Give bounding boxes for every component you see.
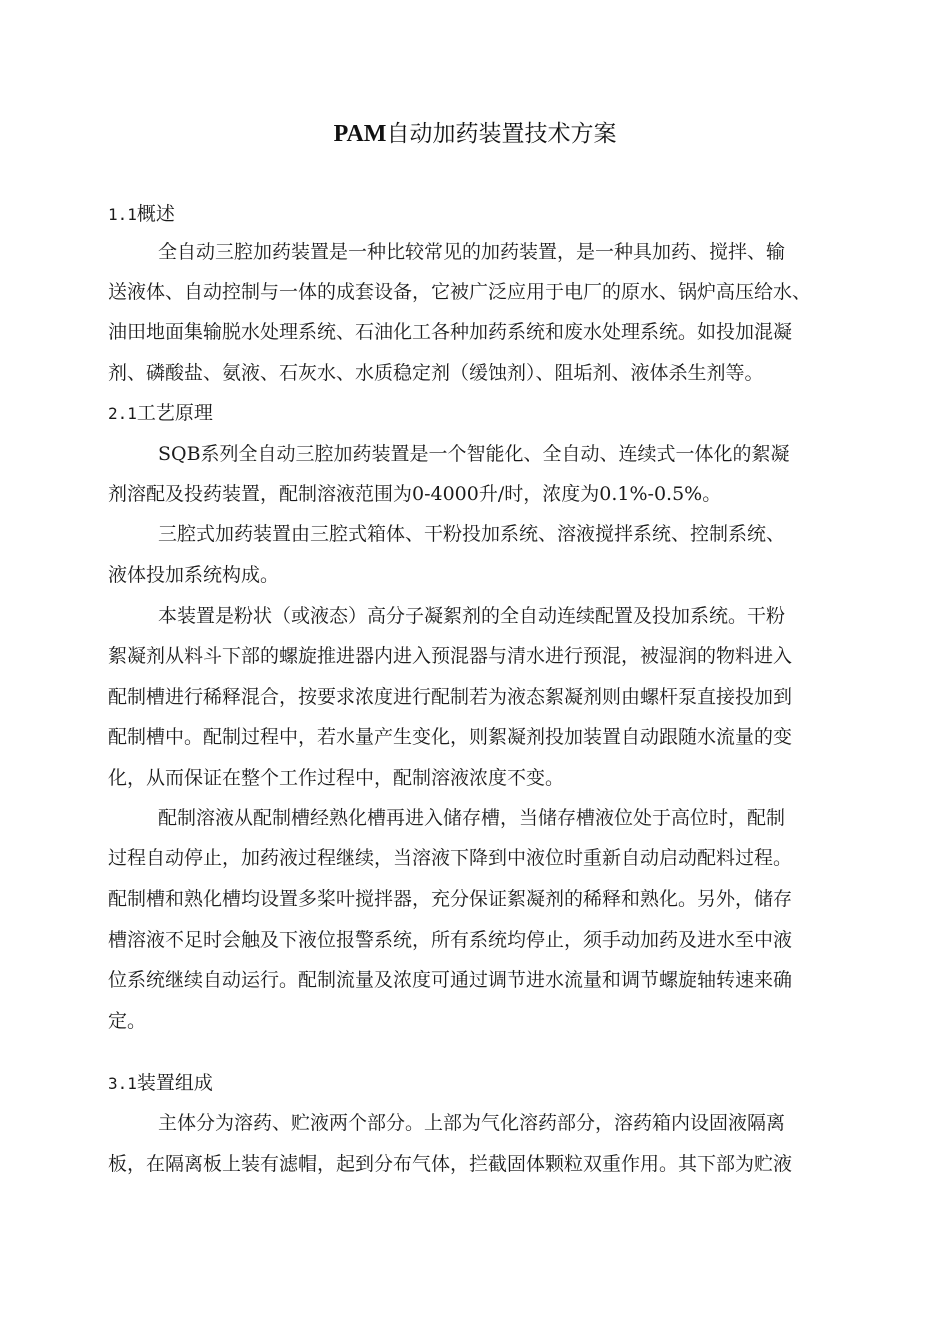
document-title [0,118,950,150]
paragraph-line: 过程自动停止，加药液过程继续，当溶液下降到中液位时重新自动启动配料过程。 [108,847,793,869]
paragraph-line: 液体投加系统构成。 [108,564,280,586]
paragraph-line: 配制溶液从配制槽经熟化槽再进入储存槽，当储存槽液位处于高位时，配制 [158,807,786,829]
title-text: 自动加药装置技术方案 [386,121,617,147]
paragraph-line: 剂溶配及投药装置，配制溶液范围为0-4000升/时，浓度为0.1%-0.5%。 [108,483,722,505]
paragraph-line: 化，从而保证在整个工作过程中，配制溶液浓度不变。 [108,767,565,789]
paragraph-line: 剂、磷酸盐、氨液、石灰水、水质稳定剂（缓蚀剂）、阻垢剂、液体杀生剂等。 [108,362,764,384]
paragraph-line: 全自动三腔加药装置是一种比较常见的加药装置，是一种具加药、搅拌、输 [158,241,786,263]
paragraph-line: SQB系列全自动三腔加药装置是一个智能化、全自动、连续式一体化的絮凝 [158,443,790,465]
paragraph-line: 定。 [108,1010,147,1032]
section-title: 工艺原理 [136,402,213,424]
section-title: 概述 [136,203,175,225]
paragraph-line: 油田地面集输脱水处理系统、石油化工各种加药系统和废水处理系统。如投加混凝 [108,321,793,343]
paragraph-line: 板，在隔离板上装有滤帽，起到分布气体，拦截固体颗粒双重作用。其下部为贮液 [108,1153,793,1175]
paragraph-line: 三腔式加药装置由三腔式箱体、干粉投加系统、溶液搅拌系统、控制系统、 [158,523,786,545]
section-title: 装置组成 [136,1072,213,1094]
paragraph-line: 配制槽和熟化槽均设置多桨叶搅拌器，充分保证絮凝剂的稀释和熟化。另外，储存 [108,888,793,910]
paragraph-line: 配制槽进行稀释混合，按要求浓度进行配制若为液态絮凝剂则由螺杆泵直接投加到 [108,686,793,708]
paragraph-line: 送液体、自动控制与一体的成套设备，它被广泛应用于电厂的原水、锅炉高压给水、 [108,281,812,303]
title-prefix: PAM [333,121,387,147]
section-heading-overview [108,199,868,230]
paragraph-line: 本装置是粉状（或液态）高分子凝絮剂的全自动连续配置及投加系统。干粉 [158,605,786,627]
section-number: 1.1 [108,205,137,224]
section-number: 3.1 [108,1074,137,1093]
section-heading-device-composition [108,1068,868,1099]
paragraph-line: 槽溶液不足时会触及下液位报警系统，所有系统均停止，须手动加药及进水至中液 [108,929,793,951]
paragraph-line: 主体分为溶药、贮液两个部分。上部为气化溶药部分，溶药箱内设固液隔离 [158,1112,786,1134]
paragraph-line: 位系统继续自动运行。配制流量及浓度可通过调节进水流量和调节螺旋轴转速来确 [108,969,793,991]
paragraph-line: 配制槽中。配制过程中，若水量产生变化，则絮凝剂投加装置自动跟随水流量的变 [108,726,793,748]
section-heading-process-principle [108,398,868,429]
paragraph-line: 絮凝剂从料斗下部的螺旋推进器内进入预混器与清水进行预混，被湿润的物料进入 [108,645,793,667]
section-number: 2.1 [108,404,137,423]
